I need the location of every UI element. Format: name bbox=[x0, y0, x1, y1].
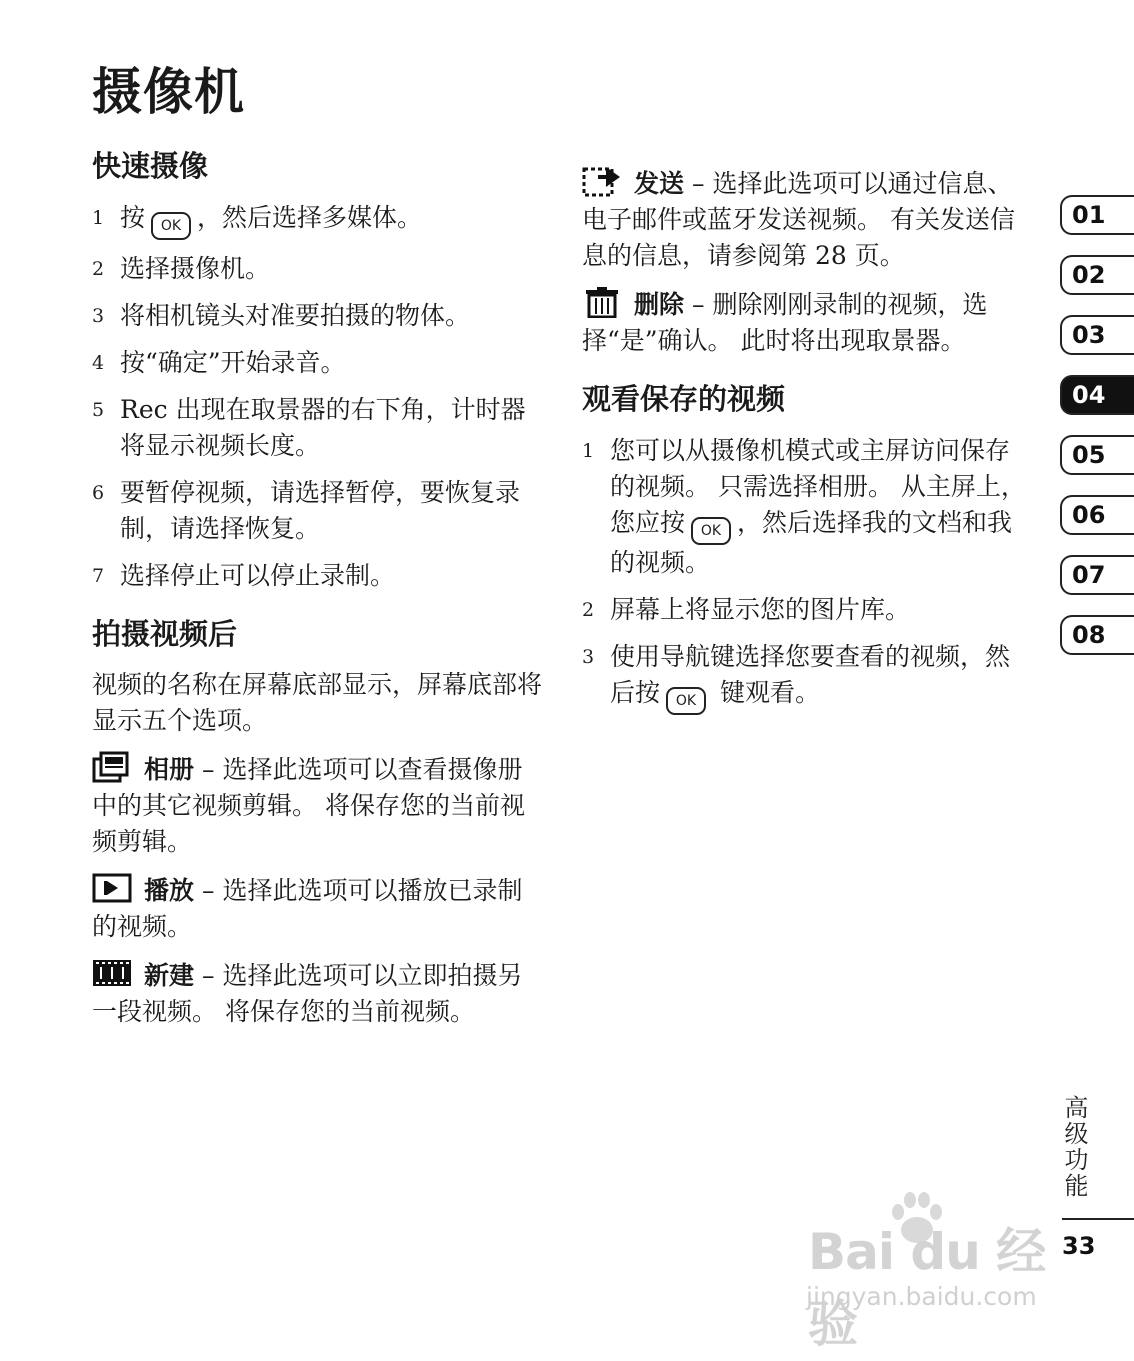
chapter-tab-08[interactable]: 08 bbox=[1060, 615, 1134, 655]
quick-record-heading: 快速摄像 bbox=[92, 149, 209, 183]
option-name: 删除 bbox=[634, 290, 685, 319]
option-dash: – bbox=[202, 876, 215, 906]
after-shooting-intro: 视频的名称在屏幕底部显示，屏幕底部将显示五个选项。 bbox=[92, 670, 543, 736]
step-text: 将相机镜头对准要拍摄的物体。 bbox=[120, 300, 471, 330]
option-name: 发送 bbox=[634, 169, 685, 198]
step-number: 4 bbox=[92, 351, 105, 374]
trash-icon bbox=[582, 286, 622, 318]
quick-record-steps bbox=[92, 200, 542, 594]
step-text: 使用导航键选择您要查看的视频，然后按 bbox=[610, 641, 1011, 707]
option-send bbox=[582, 165, 1027, 274]
step-number: 5 bbox=[92, 398, 105, 421]
step-text: ，然后选择我的文档和我的视频。 bbox=[610, 507, 1013, 577]
chapter-tab-02[interactable]: 02 bbox=[1060, 255, 1134, 295]
album-icon bbox=[92, 751, 132, 783]
step-number: 3 bbox=[92, 304, 105, 327]
step-text: 选择停止可以停止录制。 bbox=[120, 560, 396, 590]
section-label: 高级功能 bbox=[1060, 1095, 1088, 1199]
step-text: 选择摄像机。 bbox=[120, 253, 271, 283]
option-desc: 选择此选项可以立即拍摄另一段视频。 将保存您的当前视频。 bbox=[92, 961, 523, 1027]
left-column bbox=[92, 148, 542, 1042]
option-dash: – bbox=[692, 169, 705, 198]
step-text: 您可以从摄像机模式或主屏访问保存的视频。 只需选择相册。 从主屏上，您应按 bbox=[610, 435, 1026, 537]
send-icon bbox=[582, 165, 622, 197]
step-item bbox=[92, 558, 542, 594]
step-number: 7 bbox=[92, 564, 105, 587]
step-number: 2 bbox=[92, 257, 105, 280]
step-number: 1 bbox=[582, 439, 595, 462]
step-item bbox=[92, 251, 542, 287]
step-number: 1 bbox=[92, 206, 105, 229]
after-shooting-heading: 拍摄视频后 bbox=[92, 616, 238, 651]
step-text: 键观看。 bbox=[712, 677, 820, 707]
ok-key-icon: OK bbox=[151, 212, 191, 240]
view-saved-heading: 观看保存的视频 bbox=[582, 382, 786, 416]
option-desc: 选择此选项可以播放已录制的视频。 bbox=[92, 876, 523, 942]
step-item bbox=[92, 200, 542, 240]
right-column bbox=[582, 165, 1027, 737]
chapter-tab-06[interactable]: 06 bbox=[1060, 495, 1134, 535]
step-item bbox=[582, 592, 1027, 628]
option-name: 新建 bbox=[144, 961, 195, 991]
option-desc: 选择此选项可以通过信息、电子邮件或蓝牙发送视频。 有关发送信息的信息，请参阅第 28 页。 bbox=[582, 169, 1015, 270]
step-number: 3 bbox=[582, 645, 595, 668]
chapter-tab-05[interactable]: 05 bbox=[1060, 435, 1134, 475]
option-play bbox=[92, 872, 542, 945]
watermark-site: jingyan.baidu.com bbox=[806, 1282, 1037, 1311]
option-name: 相册 bbox=[144, 755, 195, 785]
step-number: 2 bbox=[582, 598, 595, 621]
step-item bbox=[92, 475, 542, 547]
chapter-tab-07[interactable]: 07 bbox=[1060, 555, 1134, 595]
step-text: 屏幕上将显示您的图片库。 bbox=[610, 594, 911, 624]
option-dash: – bbox=[202, 961, 215, 991]
step-text: 要暂停视频，请选择暂停，要恢复录制，请选择恢复。 bbox=[120, 477, 521, 543]
play-icon bbox=[92, 872, 132, 904]
baidu-watermark bbox=[800, 1190, 1070, 1353]
step-text: Rec 出现在取景器的右下角，计时器将显示视频长度。 bbox=[120, 394, 526, 460]
step-number: 6 bbox=[92, 481, 105, 504]
step-item bbox=[582, 639, 1027, 715]
option-dash: – bbox=[202, 755, 215, 785]
page-number: 33 bbox=[1062, 1232, 1096, 1260]
new-video-icon bbox=[92, 957, 132, 989]
step-item bbox=[92, 345, 542, 381]
step-text: 按“确定”开始录音。 bbox=[120, 347, 346, 377]
ok-key-icon: OK bbox=[691, 517, 731, 545]
chapter-tab-03[interactable]: 03 bbox=[1060, 315, 1134, 355]
option-dash: – bbox=[692, 290, 705, 319]
view-saved-steps bbox=[582, 433, 1027, 715]
chapter-tabs bbox=[1060, 195, 1134, 675]
option-desc: 选择此选项可以查看摄像册中的其它视频剪辑。 将保存您的当前视频剪辑。 bbox=[92, 755, 525, 857]
step-text: 按 bbox=[120, 202, 146, 232]
watermark-logo-text: Bai du 经验 bbox=[808, 1223, 1046, 1353]
option-name: 播放 bbox=[144, 876, 195, 906]
option-delete bbox=[582, 286, 1027, 359]
page-title: 摄像机 bbox=[92, 63, 245, 121]
option-desc: 删除刚刚录制的视频，选择“是”确认。 此时将出现取景器。 bbox=[582, 290, 988, 355]
option-new bbox=[92, 957, 542, 1030]
step-item bbox=[92, 298, 542, 334]
chapter-tab-01[interactable]: 01 bbox=[1060, 195, 1134, 235]
step-item bbox=[92, 392, 542, 464]
ok-key-icon: OK bbox=[666, 687, 706, 715]
step-text: ，然后选择多媒体。 bbox=[197, 202, 423, 232]
option-album bbox=[92, 751, 542, 860]
chapter-tab-04-active[interactable]: 04 bbox=[1060, 375, 1134, 415]
footer-divider bbox=[1062, 1218, 1134, 1220]
step-item bbox=[582, 433, 1027, 581]
